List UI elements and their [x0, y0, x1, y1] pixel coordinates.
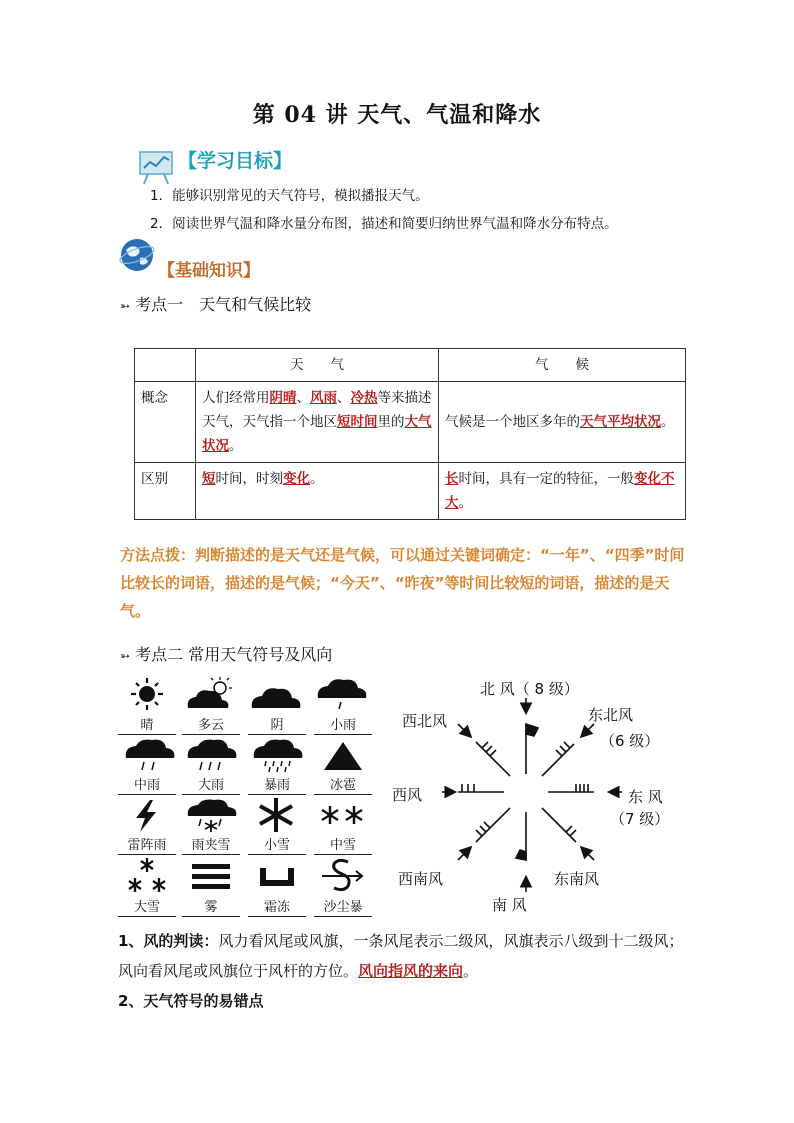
cell-climate-concept: 气候是一个地区多年的天气平均状况。	[439, 382, 686, 463]
page-title: 第 04 讲 天气、气温和降水	[252, 102, 542, 128]
sandstorm-icon	[318, 856, 368, 900]
sun-icon	[122, 676, 172, 716]
note-wind-reading: 1、风的判读：风力看风尾或风旗，一条风尾表示二级风，风旗表示八级到十二级风；风向看风尾或风旗位于风杆的方位。风向指风的来向。	[118, 932, 684, 980]
cell-climate-difference: 长时间，具有一定的特征，一般变化不大。	[439, 463, 686, 520]
symbol-label: 中雪	[314, 834, 372, 855]
symbol-label: 多云	[182, 714, 240, 735]
header-weather: 天 气	[196, 349, 439, 382]
partly-cloudy-icon	[182, 676, 238, 716]
goals-icon	[138, 148, 178, 186]
wind-label-west: 西风	[392, 786, 423, 804]
kp1-heading	[120, 292, 311, 315]
answer: 风雨	[310, 390, 337, 406]
wind-label-southeast: 东南风	[554, 870, 600, 888]
row-label-concept: 概念	[135, 382, 196, 463]
sleet-icon	[184, 798, 240, 838]
rainstorm-icon	[250, 738, 306, 778]
answer: 阴晴	[269, 390, 297, 406]
symbol-label: 晴	[118, 714, 176, 735]
kp1-title: 考点一 天气和气候比较	[135, 295, 312, 314]
thunderstorm-icon	[126, 798, 166, 838]
fog-icon	[188, 862, 234, 896]
answer: 短	[202, 471, 216, 487]
wind-label-north: 北 风（ 8 级）	[480, 680, 579, 698]
heavy-rain-icon	[184, 738, 240, 778]
answer: 冷热	[350, 390, 378, 406]
cell-weather-concept: 人们经常用阴晴、风雨、冷热等来描述天气，天气指一个地区短时间里的大气状况。	[196, 382, 439, 463]
answer: 风向指风的来向	[358, 962, 464, 980]
cell-weather-difference: 短时间，时刻变化。	[196, 463, 439, 520]
symbol-label: 阴	[248, 714, 306, 735]
table-row	[135, 463, 686, 520]
note-symbol-pitfalls: 2、天气符号的易错点	[118, 992, 264, 1010]
globe-icon	[118, 236, 156, 274]
arrow-bullet-icon: ➳	[120, 299, 131, 313]
frost-icon	[254, 866, 300, 894]
answer: 长	[445, 471, 459, 487]
wind-label-south: 南 风	[492, 896, 527, 914]
answer: 大气状况	[202, 414, 432, 454]
table-row	[135, 349, 686, 382]
symbol-label: 冰雹	[314, 774, 372, 795]
kp2-heading	[120, 642, 332, 665]
wind-label-northeast: 东北风	[588, 706, 634, 724]
symbol-label: 大雨	[182, 774, 240, 795]
symbol-label: 中雨	[118, 774, 176, 795]
arrow-bullet-icon: ➳	[120, 649, 131, 663]
answer: 天气平均状况	[580, 414, 661, 430]
goal-item-1: 1．能够识别常见的天气符号，模拟播报天气。	[150, 188, 429, 204]
table-row	[135, 382, 686, 463]
symbol-label: 雷阵雨	[118, 834, 176, 855]
kp2-title: 考点二 常用天气符号及风向	[135, 645, 333, 664]
weather-climate-table	[134, 348, 686, 520]
wind-label-ne-level: （6 级）	[600, 732, 660, 750]
weather-symbols-grid	[118, 676, 374, 916]
symbol-label: 沙尘暴	[314, 896, 372, 917]
goal-item-2: 2．阅读世界气温和降水量分布图，描述和简要归纳世界气温和降水分布特点。	[150, 216, 618, 232]
light-snow-icon	[254, 796, 298, 838]
answer: 短时间	[337, 414, 378, 430]
symbol-label: 小雪	[248, 834, 306, 855]
goals-heading: 【学习目标】	[178, 150, 293, 172]
wind-diagram	[388, 672, 688, 918]
row-label-difference: 区别	[135, 463, 196, 520]
method-tip: 方法点拨：判断描述的是天气还是气候，可以通过关键词确定：“一年”、“四季”时间比较长的词语，描述的是气候；“今天”、“昨夜”等时间比较短的词语，描述的是天气。	[120, 546, 685, 620]
symbol-label: 大雪	[118, 896, 176, 917]
symbol-label: 雾	[182, 896, 240, 917]
moderate-snow-icon	[316, 800, 368, 834]
light-rain-icon	[314, 676, 370, 716]
wind-label-northwest: 西北风	[402, 712, 448, 730]
symbol-label: 雨夹雪	[182, 834, 240, 855]
answer: 变化不大	[445, 471, 675, 511]
wind-label-southwest: 西南风	[398, 870, 444, 888]
basics-heading: 【基础知识】	[158, 261, 260, 281]
symbol-label: 暴雨	[248, 774, 306, 795]
wind-label-east: 东 风	[628, 788, 663, 806]
header-climate: 气 候	[439, 349, 686, 382]
symbol-label: 霜冻	[248, 896, 306, 917]
answer: 变化	[283, 471, 310, 487]
hail-icon	[318, 740, 368, 776]
wind-label-e-level: （7 级）	[610, 810, 670, 828]
symbol-label: 小雨	[314, 714, 372, 735]
overcast-icon	[248, 680, 304, 716]
moderate-rain-icon	[122, 738, 178, 778]
